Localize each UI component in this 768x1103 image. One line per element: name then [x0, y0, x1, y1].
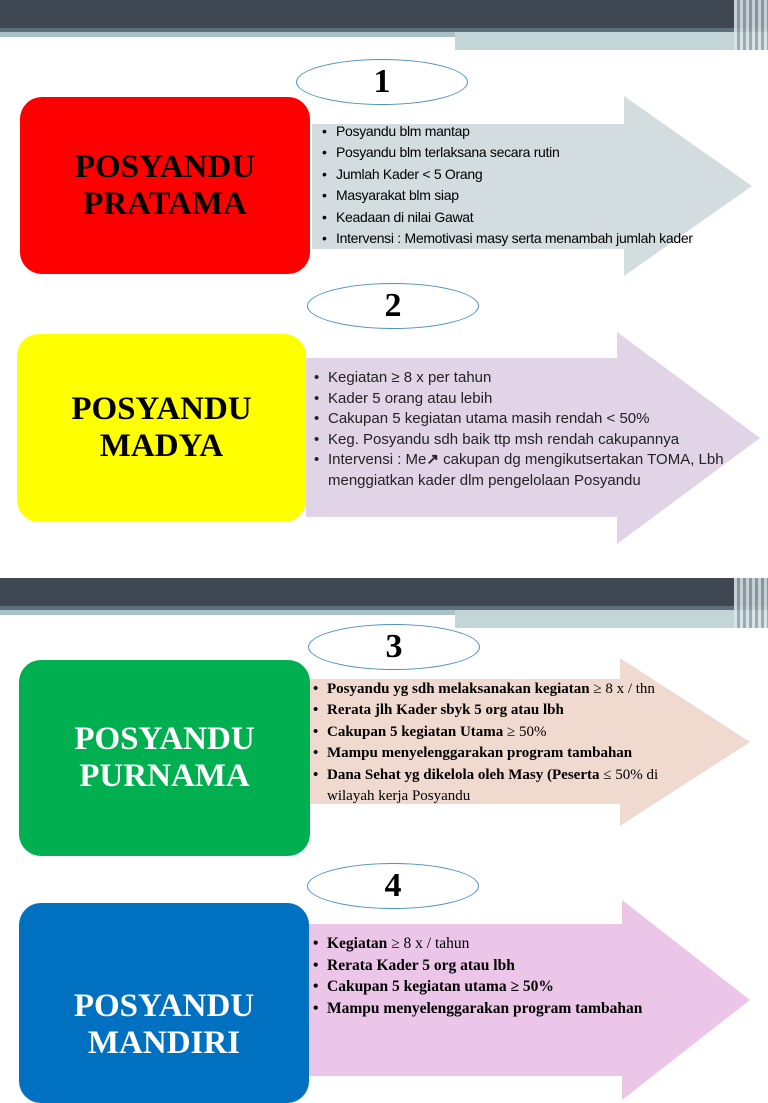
list-item: [311, 976, 751, 998]
list-item: [311, 998, 751, 1020]
level-number: 2: [384, 287, 402, 324]
intervention-prefix: Intervensi : Me: [328, 451, 427, 468]
item-text: Kegiatan: [327, 935, 388, 952]
item-text: Dana Sehat yg dikelola oleh Masy (Peserta: [327, 766, 600, 783]
list-item: • Jumlah Kader < 5 Orang: [320, 164, 740, 185]
item-value: ≥ 8 x / thn: [589, 681, 655, 697]
criteria-list: [312, 368, 732, 491]
list-item: [311, 955, 751, 977]
intervention-text: cakupan dg mengikutsertakan TOMA, Lbh menggiatkan kader dlm pengelolaan Posyandu: [328, 451, 724, 489]
slide-top: [0, 0, 768, 548]
item-text: Cakupan 5 kegiatan Utama: [327, 723, 504, 740]
level-title: POSYANDU MANDIRI: [73, 988, 255, 1061]
item-text: Rerata Kader 5 org atau lbh: [327, 956, 515, 974]
list-item: • Masyarakat blm siap: [320, 185, 740, 206]
level-number: 3: [385, 628, 403, 665]
item-text: Cakupan 5 kegiatan utama ≥ 50%: [327, 978, 554, 996]
item-value: ≤ 50% di: [599, 766, 659, 783]
item-text: Rerata jlh Kader sbyk 5 org atau lbh: [327, 702, 564, 719]
level-title-box: [19, 903, 309, 1103]
list-item: • Keg. Posyandu sdh baik ttp msh rendah cakupannya: [312, 430, 732, 451]
list-item: • Kader 5 orang atau lebih: [312, 389, 732, 410]
list-item: • Cakupan 5 kegiatan utama masih rendah < 50%: [312, 409, 732, 430]
level-title: POSYANDU MADYA: [71, 391, 252, 464]
list-item: [311, 933, 751, 955]
list-item: [312, 450, 732, 491]
level-title: POSYANDU PURNAMA: [74, 721, 255, 794]
level-number: 4: [384, 867, 402, 904]
list-item: • Kegiatan ≥ 8 x per tahun: [312, 368, 732, 389]
level-title-box: [17, 334, 306, 522]
item-continuation: wilayah kerja Posyandu: [327, 788, 471, 805]
slide-gap: [0, 548, 768, 578]
arrow-up-right-icon: ↗: [426, 451, 439, 468]
list-item: • Intervensi : Memotivasi masy serta menambah jumlah kader: [320, 228, 740, 249]
list-item: • Posyandu blm mantap: [320, 121, 740, 142]
list-item: • Posyandu blm terlaksana secara rutin: [320, 142, 740, 163]
criteria-list: [311, 933, 751, 1019]
level-number: 1: [373, 63, 391, 100]
item-value: ≥ 50%: [503, 723, 547, 740]
item-text: Mampu menyelenggarakan program tambahan: [327, 745, 633, 762]
item-text: Mampu menyelenggarakan program tambahan: [327, 999, 643, 1017]
slide-bottom: [0, 578, 768, 1061]
item-value: ≥ 8 x / tahun: [387, 935, 470, 952]
item-text: Posyandu yg sdh melaksanakan kegiatan: [327, 681, 590, 697]
level-title: POSYANDU PRATAMA: [74, 148, 256, 222]
list-item: • Keadaan di nilai Gawat: [320, 207, 740, 228]
